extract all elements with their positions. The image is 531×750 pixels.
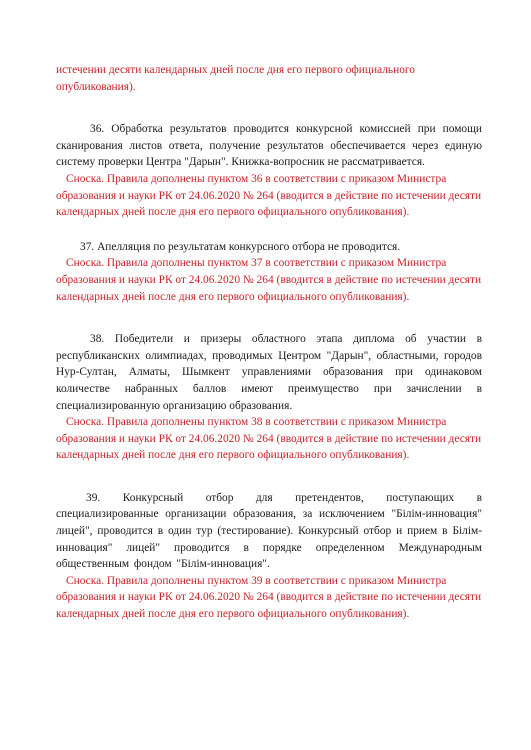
spacer [56, 464, 482, 490]
paragraph-36: 36. Обработка результатов проводится конкурсной комиссией при помощи сканирования листов ответа, получение результатов обеспечивается через единую систему проверки Центра "Дарын". Книжка-вопросник не рассматривается. [56, 123, 482, 169]
spacer [56, 221, 482, 239]
intro-footnote: истечении десяти календарных дней после дня его первого официального опубликования). [56, 64, 415, 93]
document-page [56, 62, 482, 623]
paragraph-38: 38. Победители и призеры областного этапа диплома об участии в республиканских олимпиадах, проводимых Центром "Дарын", областными, городов Нур-Султан, Алматы, Шымкент управлениями образования при одинаковом количестве набранных баллов имеют преимущество при зачислении в специализированную организацию образования. [56, 333, 482, 412]
spacer [56, 95, 482, 121]
footnote-38: Сноска. Правила дополнены пунктом 38 в соответствии с приказом Министра образования и науки РК от 24.06.2020 № 264 (вводится в действие по истечении десяти календарных дней после дня его первого официального опубликования). [56, 416, 482, 462]
paragraph-39: 39. Конкурсный отбор для претендентов, поступающих в специализированные организации образования, за исключением "Білім-инновация" лицей", проводится в один тур (тестирование). Конкурсный отбор и прием в Білім-инновация" лицей" проводится в порядке определенном Международным общественным фондом "Білім-инновация". [56, 491, 482, 571]
footnote-36: Сноска. Правила дополнены пунктом 36 в соответствии с приказом Министра образования и науки РК от 24.06.2020 № 264 (вводится в действие по истечении десяти календарных дней после дня его первого официального опубликования). [56, 172, 482, 219]
spacer [56, 305, 482, 331]
paragraph-37: 37. Апелляция по результатам конкурсного отбора не проводится. [80, 240, 401, 253]
footnote-39: Сноска. Правила дополнены пунктом 39 в соответствии с приказом Министра образования и науки РК от 24.06.2020 № 264 (вводится в действие по истечении десяти календарных дней после дня его первого официального опубликования). [56, 574, 482, 621]
footnote-37: Сноска. Правила дополнены пунктом 37 в соответствии с приказом Министра образования и науки РК от 24.06.2020 № 264 (вводится в действие по истечении десяти календарных дней после дня его первого официального опубликования). [56, 257, 482, 303]
